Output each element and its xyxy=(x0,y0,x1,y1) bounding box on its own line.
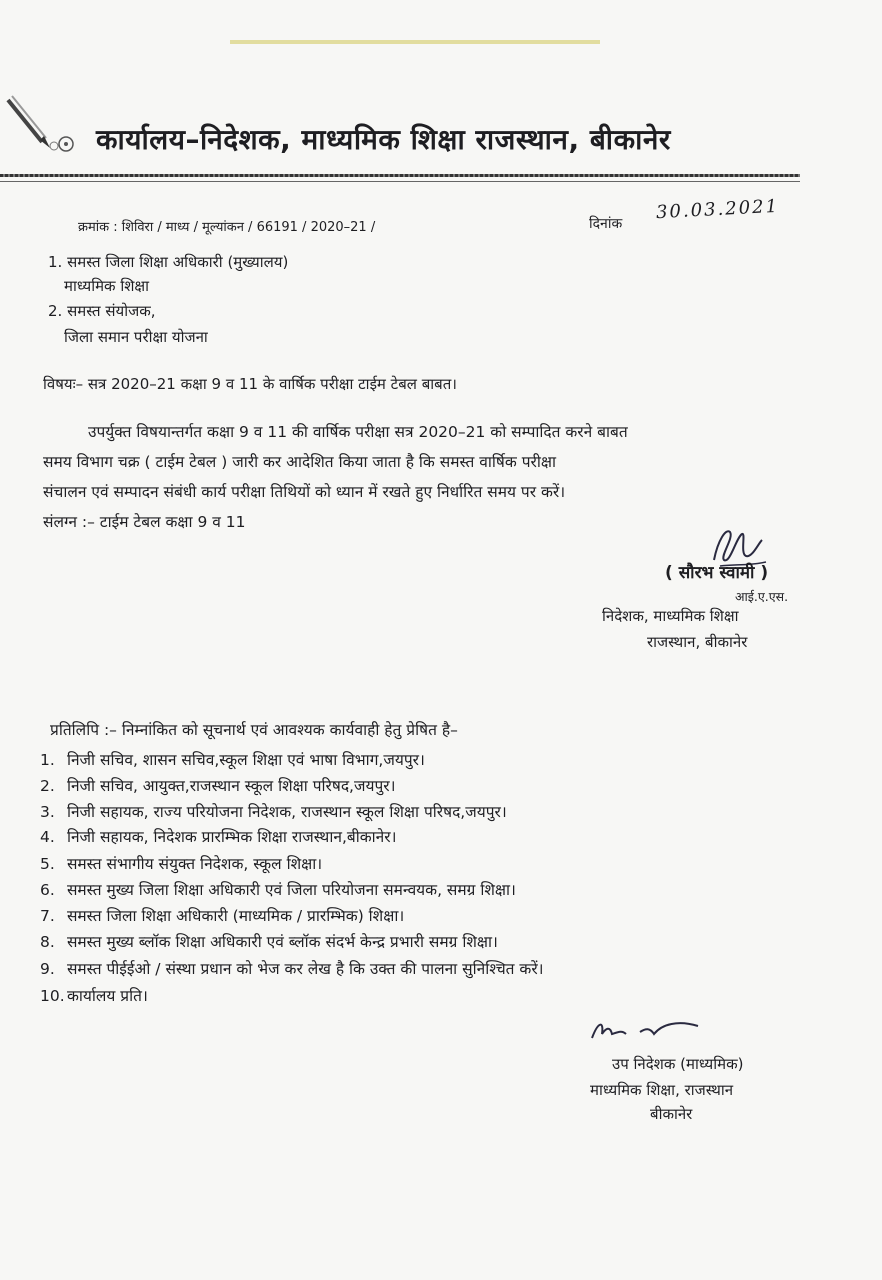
addressee-2-line2: जिला समान परीक्षा योजना xyxy=(64,328,208,346)
copy-item: 2. निजी सचिव, आयुक्त,राजस्थान स्कूल शिक्षा परिषद,जयपुर। xyxy=(40,777,396,795)
date-value: 30.03.2021 xyxy=(655,195,780,224)
addressee-1-line1: 1. समस्त जिला शिक्षा अधिकारी (मुख्यालय) xyxy=(48,253,289,271)
deputy-signature xyxy=(588,1012,708,1050)
addressee-1-line2: माध्यमिक शिक्षा xyxy=(64,277,150,295)
deputy-location: बीकानेर xyxy=(650,1105,693,1123)
signatory-designation: निदेशक, माध्यमिक शिक्षा xyxy=(602,607,739,625)
copy-item: 3. निजी सहायक, राज्य परियोजना निदेशक, राजस्थान स्कूल शिक्षा परिषद,जयपुर। xyxy=(40,803,507,821)
copy-item: 1. निजी सचिव, शासन सचिव,स्कूल शिक्षा एवं भाषा विभाग,जयपुर। xyxy=(40,751,425,769)
body-line: उपर्युक्त विषयान्तर्गत कक्षा 9 व 11 की वार्षिक परीक्षा सत्र 2020–21 को सम्पादित करने बाबत xyxy=(88,423,628,441)
subject-line: विषयः– सत्र 2020–21 कक्षा 9 व 11 के वार्षिक परीक्षा टाईम टेबल बाबत। xyxy=(43,375,457,393)
copy-item: 9. समस्त पीईईओ / संस्था प्रधान को भेज कर लेख है कि उक्त की पालना सुनिश्चित करें। xyxy=(40,960,544,978)
emblem-icon xyxy=(6,92,86,162)
enclosure-line: संलग्न :– टाईम टेबल कक्षा 9 व 11 xyxy=(43,513,246,531)
copy-item: 7. समस्त जिला शिक्षा अधिकारी (माध्यमिक / प्रारम्भिक) शिक्षा। xyxy=(40,907,405,925)
deputy-designation: उप निदेशक (माध्यमिक) xyxy=(612,1055,744,1073)
addressee-2-line1: 2. समस्त संयोजक, xyxy=(48,302,156,320)
copy-item: 4. निजी सहायक, निदेशक प्रारम्भिक शिक्षा राजस्थान,बीकानेर। xyxy=(40,828,397,846)
copy-item: 10. कार्यालय प्रति। xyxy=(40,987,148,1005)
copy-item: 5. समस्त संभागीय संयुक्त निदेशक, स्कूल शिक्षा। xyxy=(40,855,323,873)
body-line: संचालन एवं सम्पादन संबंधी कार्य परीक्षा तिथियों को ध्यान में रखते हुए निर्धारित समय पर करें। xyxy=(43,483,566,501)
reference-number: क्रमांक : शिविरा / माध्य / मूल्यांकन / 66191 / 2020–21 / xyxy=(78,220,376,235)
signatory-service: आई.ए.एस. xyxy=(735,589,789,604)
signatory-location: राजस्थान, बीकानेर xyxy=(647,633,748,651)
signatory-name: ( सौरभ स्वामी ) xyxy=(665,563,769,583)
header-rule xyxy=(0,174,800,177)
scan-edge-mark xyxy=(230,40,600,44)
deputy-department: माध्यमिक शिक्षा, राजस्थान xyxy=(590,1081,734,1099)
header-rule-thin xyxy=(0,181,800,182)
copy-to-heading: प्रतिलिपि :– निम्नांकित को सूचनार्थ एवं आवश्यक कार्यवाही हेतु प्रेषित है– xyxy=(50,721,458,739)
date-label: दिनांक xyxy=(589,216,623,232)
body-line: समय विभाग चक्र ( टाईम टेबल ) जारी कर आदेशित किया जाता है कि समस्त वार्षिक परीक्षा xyxy=(43,453,556,471)
office-title: कार्यालय–निदेशक, माध्यमिक शिक्षा राजस्थान, बीकानेर xyxy=(96,123,671,156)
copy-item: 8. समस्त मुख्य ब्लॉक शिक्षा अधिकारी एवं ब्लॉक संदर्भ केन्द्र प्रभारी समग्र शिक्षा। xyxy=(40,933,498,951)
copy-item: 6. समस्त मुख्य जिला शिक्षा अधिकारी एवं जिला परियोजना समन्वयक, समग्र शिक्षा। xyxy=(40,881,516,899)
